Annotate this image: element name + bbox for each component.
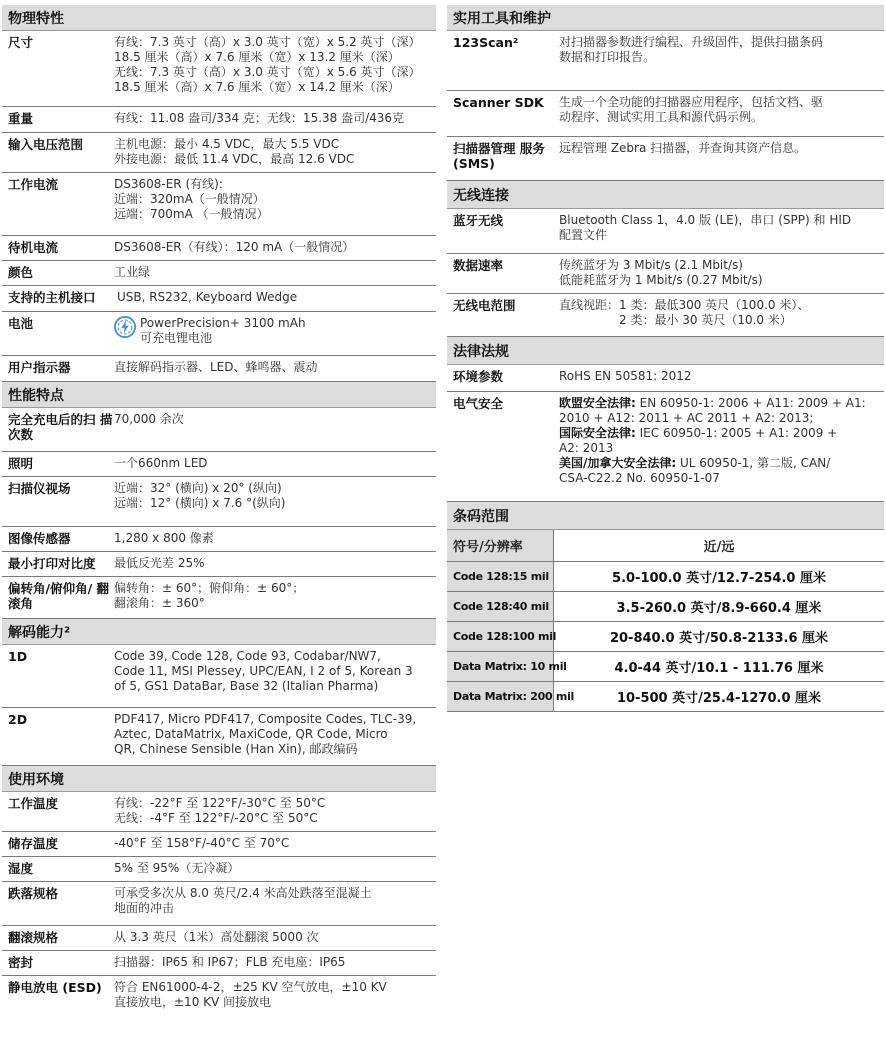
voltage-value: 主机电源：最小 4.5 VDC，最大 5.5 VDC 外接电源：最低 11.4 VDC，最高 12.6 VDC [114,137,355,166]
optemp-label: 工作温度 [8,796,59,811]
esd-label: 静电放电 (ESD) [8,980,102,995]
color-label: 颜色 [8,265,34,280]
1d-value: Code 39, Code 128, Code 93, Codabar/NW7, Code 11, MSI Plessey, UPC/EAN, I 2 of 5, Korean 3 of 5, GS1 DataBar, Base 32 (Italian Pharma) [114,649,413,693]
symbology-header: 符号/分辨率 [447,530,554,561]
angle-label: 偏转角/俯仰角/ 翻滚角 [8,581,110,611]
drop-label: 跌落规格 [8,886,59,901]
angle-value: 偏转角：± 60°；俯仰角：± 60°； 翻滚角：± 360° [114,581,305,610]
esd-value: 符合 EN61000-4-2，±25 KV 空气放电，±10 KV 直接放电，±10 KV 间接放电 [114,980,387,1009]
row-scans [2,408,436,452]
sms-value: 远程管理 Zebra 扫描器，并查询其资产信息。 [559,141,807,155]
current-label: 工作电流 [8,177,59,192]
battery-value: PowerPrecision+ 3100 mAh 可充电锂电池 [114,316,436,355]
section-tools: 实用工具和维护 [447,5,884,31]
2d-label: 2D [8,712,28,727]
weight-value: 有线：11.08 盎司/334 克；无线：15.38 盎司/436克 [114,111,405,125]
sensor-value: 1,280 x 800 像素 [114,531,214,545]
section-physical: 物理特性 [2,5,436,31]
color-value: 工业绿 [114,265,151,279]
illum-value: 一个660nm LED [114,456,208,470]
storetemp-label: 储存温度 [8,836,59,851]
table-row: Code 128:15 mil 5.0-100.0 英寸/12.7-254.0 厘米 [447,562,884,592]
sdk-label: Scanner SDK [453,95,544,110]
range-label: 无线电范围 [453,298,516,313]
row-indicator [2,356,436,382]
table-row: Code 128:40 mil 3.5-260.0 英寸/8.9-660.4 厘米 [447,592,884,622]
row-voltage [2,133,436,173]
seal-value: 扫描器：IP65 和 IP67；FLB 充电座：IP65 [114,955,346,969]
row-humidity [2,857,436,882]
row-data-rate [447,254,884,294]
row-123scan [447,31,884,91]
scans-label: 完全充电后的扫 描次数 [8,412,113,442]
row-environmental [447,365,884,392]
row-color [2,261,436,286]
section-wireless: 无线连接 [447,181,884,209]
standby-value: DS3608-ER（有线）：120 mA（一般情况） [114,240,355,254]
optemp-value: 有线：-22°F 至 122°F/-30°C 至 50°C 无线：-4°F 至 122°F/-20°C 至 50°C [114,796,326,825]
row-current [2,173,436,236]
bt-value: Bluetooth Class 1，4.0 版 (LE)，串口 (SPP) 和 HID 配置文件 [559,213,852,242]
row-seal [2,951,436,976]
seal-label: 密封 [8,955,34,970]
row-contrast [2,552,436,577]
contrast-label: 最小打印对比度 [8,556,96,571]
row-sensor [2,527,436,552]
sdk-value: 生成一个全功能的扫描器应用程序，包括文档、驱 动程序、测试实用工具和源代码示例。 [559,95,824,124]
table-row: Data Matrix: 200 mil 10-500 英寸/25.4-1270.0 厘米 [447,682,884,712]
right-column [447,5,884,712]
contrast-value: 最低反光差 25% [114,556,205,570]
table-row: Data Matrix: 10 mil 4.0-44 英寸/10.1 - 111.76 厘米 [447,652,884,682]
indicator-label: 用户指示器 [8,360,71,375]
tumble-label: 翻滚规格 [8,930,59,945]
section-performance: 性能特点 [2,382,436,408]
row-optemp [2,792,436,832]
row-drop [2,882,436,926]
123scan-value: 对扫描器参数进行编程、升级固件，提供扫描条码 数据和打印报告。 [559,35,824,64]
row-sdk [447,91,884,137]
2d-value: PDF417, Micro PDF417, Composite Codes, TLC-39, Aztec, DataMatrix, MaxiCode, QR Code, Micro QR, Chinese Sensible (Han Xin), 邮政编码 [114,712,417,756]
safety-label: 电气安全 [453,396,504,411]
safety-value: 欧盟安全法律: EN 60950-1: 2006 + A11: 2009 + A1: 2010 + A12: 2011 + AC 2011 + A2: 2013; 国际安全法律: IEC 60950-1: 2005 + A1: 2009 + A2: 2013 美国/加拿大安全法律: UL 60950-1, 第二版, CAN/ CSA-C22.2 No. 60950-1-07 [559,396,866,485]
section-regulatory: 法律法规 [447,337,884,365]
row-2d [2,708,436,766]
interface-value: USB, RS232, Keyboard Wedge [117,290,298,304]
near-far-header: 近/远 [703,540,735,555]
row-size [2,31,436,107]
section-barcode-range: 条码范围 [447,502,884,530]
fov-value: 近端：32° (横向) x 20° (纵向) 远端：12° (横向) x 7.6 °(纵向) [114,481,286,510]
section-environment: 使用环境 [2,766,436,792]
1d-label: 1D [8,649,28,664]
row-illumination [2,452,436,477]
rate-value: 传统蓝牙为 3 Mbit/s (2.1 Mbit/s) 低能耗蓝牙为 1 Mbit/s (0.27 Mbit/s) [559,258,763,287]
row-angle [2,577,436,619]
indicator-value: 直接解码指示器、LED、蜂鸣器、震动 [114,360,318,374]
row-weight [2,107,436,133]
left-column [2,5,436,1018]
row-standby [2,236,436,261]
tumble-value: 从 3.3 英尺（1米）高处翻滚 5000 次 [114,930,319,944]
current-value: DS3608-ER (有线): 近端：320mA（一般情况） 远端：700mA （一般情况） [114,177,269,221]
humidity-value: 5% 至 95%（无冷凝） [114,861,240,875]
row-electrical-safety [447,392,884,502]
env-value: RoHS EN 50581: 2012 [559,369,692,383]
row-storetemp [2,832,436,857]
drop-value: 可承受多次从 8.0 英尺/2.4 米高处跌落至混凝土 地面的冲击 [114,886,372,915]
row-fov [2,477,436,527]
standby-label: 待机电流 [8,240,59,255]
bt-label: 蓝牙无线 [453,213,504,228]
row-battery [2,312,436,356]
row-sms [447,137,884,181]
env-label: 环境参数 [453,369,504,384]
humidity-label: 湿度 [8,861,34,876]
row-tumble [2,926,436,951]
voltage-label: 输入电压范围 [8,137,84,152]
fov-label: 扫描仪视场 [8,481,71,496]
123scan-label: 123Scan² [453,35,519,50]
storetemp-value: -40°F 至 158°F/-40°C 至 70°C [114,836,290,850]
row-radio-range [447,294,884,337]
sensor-label: 图像传感器 [8,531,71,546]
battery-label: 电池 [8,316,34,331]
row-1d [2,645,436,708]
row-bluetooth [447,209,884,254]
table-row: Code 128:100 mil 20-840.0 英寸/50.8-2133.6 厘米 [447,622,884,652]
barcode-table-header [447,530,884,562]
scans-value: 70,000 余次 [114,412,184,426]
rate-label: 数据速率 [453,258,504,273]
powerprecision-battery-icon [114,316,136,338]
illum-label: 照明 [8,456,34,471]
section-decode: 解码能力² [2,619,436,645]
weight-label: 重量 [8,111,34,126]
range-value: 直线视距：1 类：最低300 英尺（100.0 米）、 2 类：最小 30 英尺（10.0 米） [559,298,810,327]
size-label: 尺寸 [8,35,34,50]
size-value: 有线：7.3 英寸（高）x 3.0 英寸（宽）x 5.2 英寸（深） 18.5 厘米（高）x 7.6 厘米（宽）x 13.2 厘米（深） 无线：7.3 英寸（高）x 3.0 英寸（宽）x 5.6 英寸（深） 18.5 厘米（高）x 7.6 厘米（宽）x 14.2 厘米（深） [114,35,421,94]
sms-label: 扫描器管理 服务 (SMS) [453,141,545,171]
row-esd [2,976,436,1018]
interface-label: 支持的主机接口 [8,290,96,305]
row-interface [2,286,436,312]
